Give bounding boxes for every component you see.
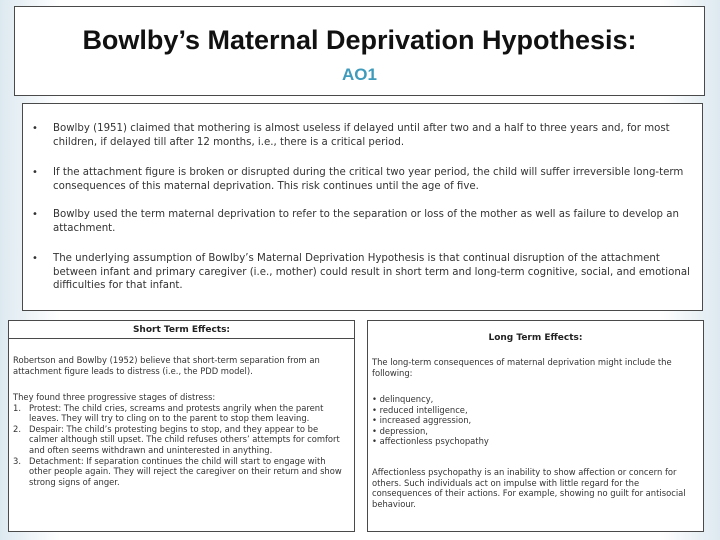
list-item: • depression,	[372, 425, 428, 436]
list-item	[13, 403, 348, 424]
long-term-heading: Long Term Effects:	[488, 333, 583, 343]
stage-text: Despair: The child’s protesting begins to stop, and they appear to be calmer although still upset. The child refuses others’ attempts for comfort and often seems withdrawn and uninterested in anything.	[29, 423, 340, 455]
list-item	[13, 456, 348, 488]
bullet-icon: •	[32, 167, 38, 178]
short-term-heading: Short Term Effects:	[132, 325, 231, 335]
stages-intro: They found three progressive stages of distress:	[13, 392, 216, 402]
stages-list	[13, 403, 348, 488]
page-subtitle: AO1	[342, 65, 377, 84]
affectionless-definition: Affectionless psychopathy is an inability to show affection or concern for others. Such individuals act on impulse with little regard for the consequences of their actions. For example, showing no guilt for antisocial behaviour.	[372, 467, 686, 509]
page-title: Bowlby’s Maternal Deprivation Hypothesis:	[82, 25, 637, 55]
stage-number: 2.	[13, 423, 21, 434]
divider	[9, 338, 354, 339]
bullet-icon: •	[32, 209, 38, 220]
stages-block	[13, 392, 348, 487]
list-item: • affectionless psychopathy	[372, 436, 489, 447]
bullet-icon: •	[32, 123, 38, 134]
list-item: • delinquency,	[372, 394, 434, 404]
list-item-text: The underlying assumption of Bowlby’s Maternal Deprivation Hypothesis is that continual disruption of the attachment between infant and primary caregiver (i.e., mother) could result in short term and long-term cognitive, social, and emotional difficulties for that infant.	[53, 253, 690, 291]
stage-number: 1.	[13, 402, 21, 413]
list-item-text: Bowlby (1951) claimed that mothering is almost useless if delayed until after two and a half to three years and, for most children, if delayed till after 12 months, i.e., there is a critical period.	[53, 123, 670, 148]
long-term-panel	[367, 320, 704, 532]
stage-number: 3.	[13, 455, 21, 466]
short-term-panel	[8, 320, 355, 532]
stage-text: Protest: The child cries, screams and protests angrily when the parent leaves. They will try to cling on to the parent to stop them leaving.	[29, 402, 324, 424]
list-item	[13, 424, 348, 456]
list-item: • increased aggression,	[372, 415, 472, 426]
bullet-icon: •	[32, 253, 38, 264]
list-item: • reduced intelligence,	[372, 404, 468, 415]
stage-text: Detachment: If separation continues the child will start to engage with other people again. They will reject the caregiver on their return and show strong signs of anger.	[29, 455, 342, 487]
list-item-text: Bowlby used the term maternal deprivation to refer to the separation or loss of the mother as well as failure to develop an attachment.	[53, 209, 679, 234]
long-term-intro: The long-term consequences of maternal deprivation might include the following:	[372, 357, 672, 378]
title-panel	[14, 6, 705, 96]
short-term-intro: Robertson and Bowlby (1952) believe that short-term separation from an attachment figure leads to distress (i.e., the PDD model).	[13, 355, 320, 376]
list-item-text: If the attachment figure is broken or disrupted during the critical two year period, the child will suffer irreversible long-term consequences of this maternal deprivation. This risk continues until the age of five.	[53, 167, 684, 192]
consequences-list	[372, 394, 697, 447]
key-points-panel	[22, 103, 703, 311]
